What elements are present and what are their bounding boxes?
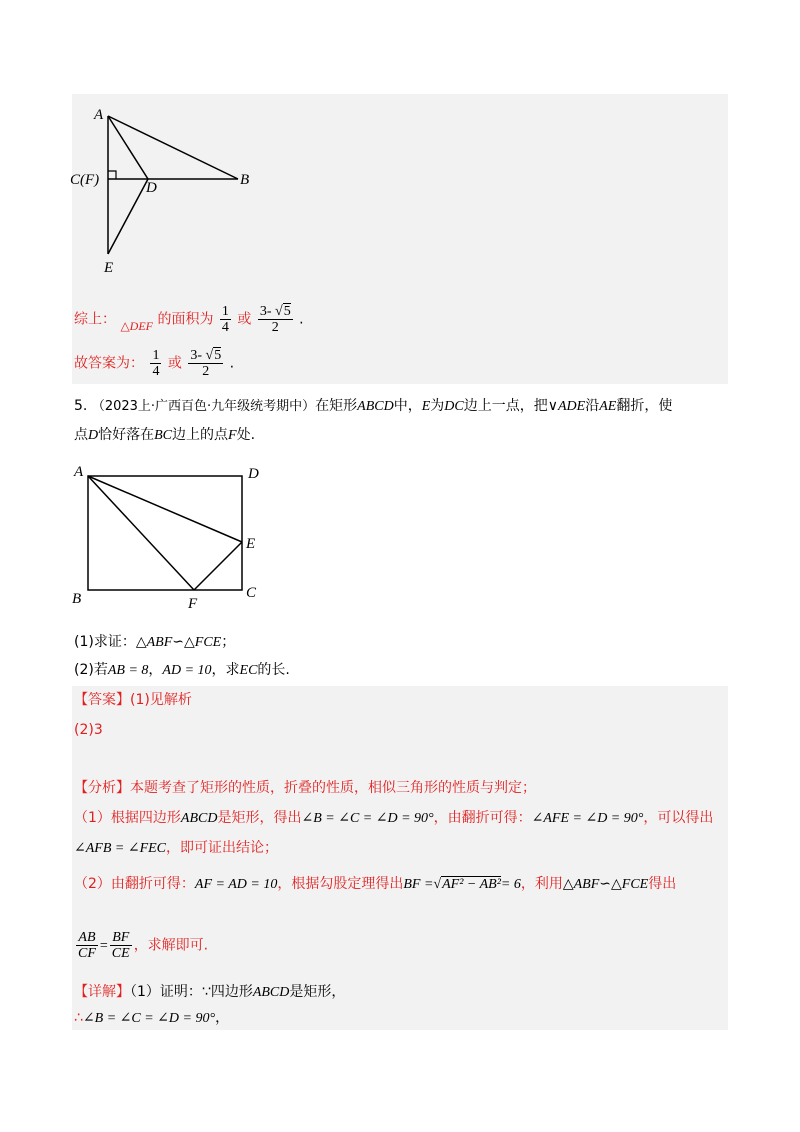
analysis-text: ，根据勾股定理得出 [277,876,404,892]
analysis-text: ，由翻折可得： [433,810,532,826]
right-angle-mark [108,171,116,179]
summary-frac2: $\frac{3- √5}{2}$ [259,304,291,335]
problem-text: 翻折，使 [616,398,673,414]
math-ADE: ∨ADE [547,399,586,414]
analysis-p3 [74,930,208,961]
math-angle-AFB: ∠AFB = ∠FEC [74,841,167,856]
analysis-tag: 【分析】 [74,780,130,796]
math-AB: AB = 8 [107,663,149,678]
question-text: ， [148,662,163,678]
analysis-p1-cont [74,838,278,859]
math-AF-AD: AF = AD = 10 [194,877,278,892]
math-DC: DC [444,399,464,414]
line-AF [88,476,194,590]
analysis-text: ，求解即可. [133,937,209,954]
line-DE [108,179,148,254]
problem-text: 边上的点 [172,427,229,443]
answer-1: (1)见解析 [130,692,192,708]
problem-text: 沿 [585,398,600,414]
question-text: (2)若 [74,662,108,678]
analysis-text: ，可以得出 [643,810,714,826]
figure-2-rectangle [66,460,266,616]
therefore-symbol: ∴ [74,1010,83,1026]
line-FE [194,542,242,590]
analysis-text: ，利用 [520,876,563,892]
label-B: B [72,591,82,607]
summary-triangle: △DEF [120,318,154,333]
math-D: D [88,428,99,443]
analysis-intro-text: 本题考查了矩形的性质，折叠的性质，相似三角形的性质与判定； [130,780,536,796]
math-ABCD: ABCD [357,399,394,414]
problem-text: 为 [430,398,445,414]
math-BF: BF = [403,877,434,892]
summary-frac1: $\frac{1}{4}$ [221,304,229,335]
problem-text: 中， [393,398,422,414]
label-E: E [104,260,114,276]
label-A: A [74,464,84,480]
analysis-text: （1）根据四边形 [74,810,181,826]
label-B: B [240,172,250,188]
question-text: (1)求证： [74,634,136,650]
answer-tag: 【答案】 [74,692,130,708]
rect-ABCD [88,476,242,590]
answer-line-frac1: $\frac{1}{4}$ [152,348,160,379]
label-D: D [146,180,157,196]
math-angle-AFE: ∠AFE = ∠D = 90° [531,811,644,826]
detail-line-1 [74,982,345,1003]
answer-line-period: . [229,355,235,372]
detail-text: 是矩形， [289,984,346,1000]
analysis-p2 [74,874,676,895]
math-F: F [228,428,237,443]
analysis-text: ，即可证出结论； [166,840,279,856]
problem-text: 点 [74,427,88,443]
analysis-text: 是矩形，得出 [217,810,302,826]
math-eq-6: = 6 [500,877,521,892]
label-CF: C(F) [70,172,100,188]
analysis-p1 [74,808,713,829]
label-A: A [94,107,104,123]
math-angles: ∠B = ∠C = ∠D = 90° [82,1011,216,1026]
summary-or: 或 [237,311,252,328]
problem-text: 边上一点，把 [463,398,548,414]
answer-line-or: 或 [167,355,182,372]
math-ABCD: ABCD [180,811,218,826]
detail-text: ， [215,1010,230,1026]
question-1 [74,632,235,653]
detail-text: （1）证明：∵四边形 [130,984,253,1000]
summary-line [74,304,304,335]
answer-line-a2 [74,720,103,740]
math-E: E [421,399,431,414]
answer-2: (2)3 [74,722,103,738]
frac-BF-CE: $\frac{BF}{CE}$ [111,930,130,961]
answer-line-prefix: 故答案为： [74,355,144,372]
problem-text: 恰好落在 [98,427,155,443]
answer-line-frac2: $\frac{3- √5}{2}$ [190,348,222,379]
math-ABCD: ABCD [252,985,290,1000]
label-F: F [188,596,198,612]
label-C: C [246,585,257,601]
problem-line-1 [74,396,672,417]
frac-AB-CF: $\frac{AB}{CF}$ [78,930,96,961]
question-text: ，求 [211,662,240,678]
summary-period: . [299,311,304,328]
label-D: D [248,466,259,482]
math-angles: ∠B = ∠C = ∠D = 90° [301,811,434,826]
summary-prefix: 综上： [74,311,116,328]
problem-text: 处. [236,427,256,443]
summary-text: 的面积为 [157,311,214,328]
detail-tag: 【详解】 [74,984,130,1000]
detail-line-2 [74,1008,229,1029]
label-E: E [246,536,256,552]
answer-line-a1 [74,690,192,710]
math-BC: BC [154,428,173,443]
math-equals: = [99,938,108,954]
question-2 [74,660,290,681]
problem-line-2 [74,425,255,446]
math-similarity: △ABF∽△FCE [135,635,222,650]
analysis-text: （2）由翻折可得： [74,876,195,892]
figure-1-geometry [66,100,266,280]
problem-number: 5. [74,398,88,414]
question-text: ； [221,634,236,650]
math-similarity: △ABF∽△FCE [562,877,649,892]
math-sqrt-expression: √AF² − AB² [433,877,501,892]
math-AE: AE [599,399,617,414]
problem-text: 在矩形 [315,398,358,414]
analysis-intro [74,778,536,798]
problem-source: （2023上·广西百色·九年级统考期中） [91,399,316,414]
question-text: 的长. [257,662,290,678]
line-AE [88,476,242,542]
math-AD: AD = 10 [162,663,212,678]
answer-summary-line [74,348,234,379]
analysis-text: 得出 [648,876,677,892]
math-EC: EC [239,663,258,678]
